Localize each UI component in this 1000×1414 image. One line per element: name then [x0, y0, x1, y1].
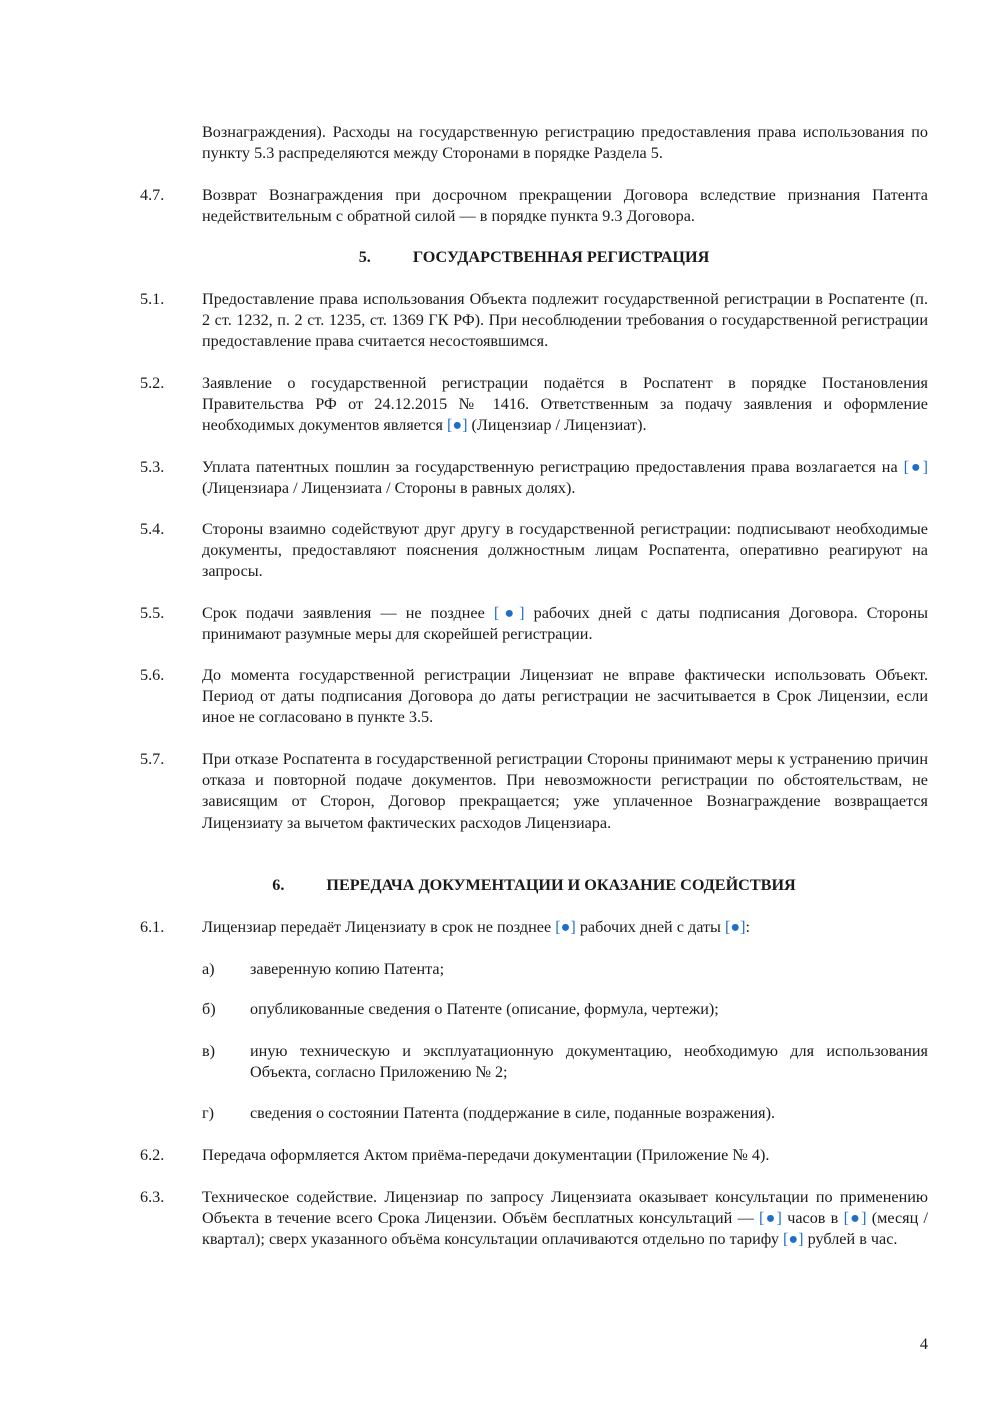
section-heading-5	[140, 247, 928, 268]
subitem-letter: а)	[202, 960, 215, 978]
placeholder: [●]	[783, 1230, 804, 1249]
section-title: ПЕРЕДАЧА ДОКУМЕНТАЦИИ И ОКАЗАНИЕ СОДЕЙСТВИЯ	[326, 876, 796, 894]
clause-text: Заявление о государственной регистрации подаётся в Роспатент в порядке Постановления Правительства РФ от 24.12.2015 № 1416. Ответственным за подачу заявления и оформление необходимых документов является [●] (Лицензиар / Лицензиат).	[202, 374, 928, 435]
clause-text: Предоставление права использования Объекта подлежит государственной регистрации в Роспатенте (п. 2 ст. 1232, п. 2 ст. 1235, ст. 1369 ГК РФ). При несоблюдении требования о государственной регистрации предоставление права считается несостоявшимся.	[202, 290, 928, 351]
clause-text: Возврат Вознаграждения при досрочном прекращении Договора вследствие признания Патента недействительным с обратной силой — в порядке пункта 9.3 Договора.	[202, 186, 928, 226]
section-number: 6.	[272, 876, 285, 894]
clause-number: 4.7.	[140, 186, 165, 204]
subitem-letter: б)	[202, 1000, 216, 1018]
placeholder: [●]	[903, 458, 928, 476]
placeholder: [●]	[724, 918, 746, 936]
clause-text: Стороны взаимно содействуют друг другу в государственной регистрации: подписывают необходимые документы, предоставляют пояснения должностным лицам Роспатента, оперативно реагируют на запросы.	[202, 520, 928, 581]
subitem-letter: в)	[202, 1042, 216, 1060]
section-heading-6	[140, 875, 928, 896]
clause-text: Передача оформляется Актом приёма-передачи документации (Приложение № 4).	[202, 1146, 770, 1164]
clause-number: 5.3.	[140, 458, 165, 476]
clause-text: Срок подачи заявления — не позднее [●] рабочих дней с даты подписания Договора. Стороны принимают разумные меры для скорейшей регистрации.	[202, 604, 928, 644]
clause-number: 6.2.	[140, 1146, 165, 1164]
subitem-letter: г)	[202, 1104, 215, 1122]
placeholder: [●]	[493, 604, 525, 622]
clause-text: Уплата патентных пошлин за государственную регистрацию предоставления права возлагается на [●] (Лицензиара / Лицензиата / Стороны в равных долях).	[202, 458, 928, 498]
clause-number: 5.6.	[140, 666, 165, 684]
clause-number: 6.3.	[140, 1188, 165, 1206]
placeholder: [●]	[759, 1209, 782, 1228]
clause-number: 5.1.	[140, 290, 165, 308]
clause-text: Техническое содействие. Лицензиар по запросу Лицензиата оказывает консультации по применению Объекта в течение всего Срока Лицензии. Объём бесплатных консультаций — [●] часов в [●] (месяц / квартал); сверх указанного объёма консультации оплачиваются отдельно по тарифу [●] рублей в час.	[202, 1188, 929, 1249]
clause-text: До момента государственной регистрации Лицензиат не вправе фактически использовать Объект. Период от даты подписания Договора до даты регистрации не засчитывается в Срок Лицензии, если иное не согласовано в пункте 3.5.	[202, 666, 928, 727]
clause-number: 5.5.	[140, 604, 165, 622]
subitem-text: опубликованные сведения о Патенте (описание, формула, чертежи);	[250, 1000, 719, 1018]
placeholder: [●]	[446, 416, 468, 435]
subitem-text: сведения о состоянии Патента (поддержание в силе, поданные возражения).	[250, 1104, 776, 1122]
clause-number: 6.1.	[140, 918, 165, 936]
placeholder: [●]	[843, 1209, 867, 1228]
placeholder: [●]	[555, 918, 576, 936]
clause-number: 5.4.	[140, 520, 165, 538]
subitem-text: заверенную копию Патента;	[250, 960, 445, 978]
clause-text: Вознаграждения). Расходы на государственную регистрацию предоставления права использования по пункту 5.3 распределяются между Сторонами в порядке Раздела 5.	[202, 123, 928, 163]
clause-number: 5.2.	[140, 374, 165, 392]
clause-number: 5.7.	[140, 750, 165, 768]
section-title: ГОСУДАРСТВЕННАЯ РЕГИСТРАЦИЯ	[412, 248, 710, 266]
clause-text: Лицензиар передаёт Лицензиату в срок не позднее [●] рабочих дней с даты [●]:	[202, 918, 751, 936]
page-number: 4	[919, 1335, 928, 1353]
subitem-text: иную техническую и эксплуатационную документацию, необходимую для использования Объекта, согласно Приложению № 2;	[250, 1042, 928, 1082]
section-number: 5.	[358, 248, 371, 266]
clause-text: При отказе Роспатента в государственной регистрации Стороны принимают меры к устранению причин отказа и повторной подаче документов. При невозможности регистрации по обстоятельствам, не зависящим от Сторон, Договор прекращается; уже уплаченное Вознаграждение возвращается Лицензиату за вычетом фактических расходов Лицензиара.	[202, 750, 928, 832]
